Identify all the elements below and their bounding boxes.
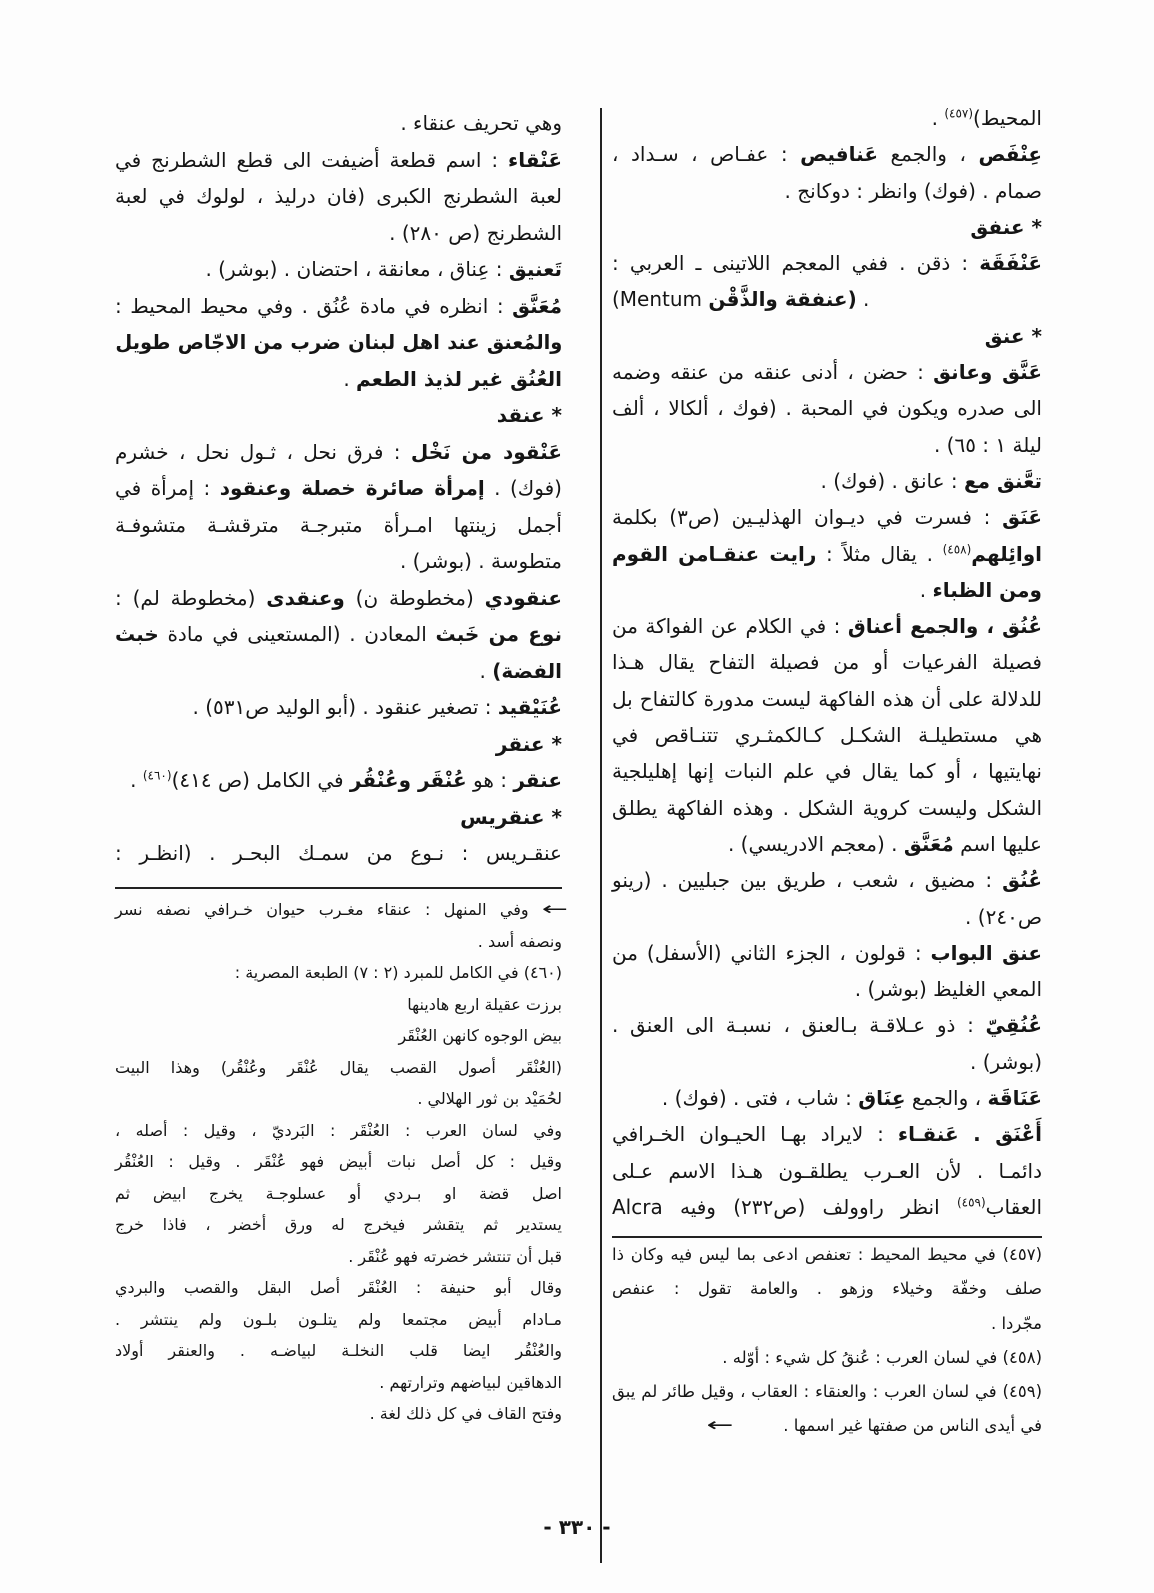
footnote-line xyxy=(612,1307,1042,1341)
bold-term: * عنقريس xyxy=(460,804,562,829)
right-footnotes xyxy=(612,1238,1042,1444)
bold-term: عنفقة والذَّقْن) xyxy=(708,287,857,312)
entry-line xyxy=(612,427,1042,463)
text-run: في أيدى الناس من صفتها غير اسمها . xyxy=(783,1416,1042,1436)
entry-line xyxy=(612,1044,1042,1080)
bold-term: عِنَاق xyxy=(858,1086,906,1111)
text-run: يستدير ثم يتقشر فيخرج له ورق أخضر ، فاذا خرج xyxy=(115,1215,562,1234)
text-run: متطوسة . (بوشر) . xyxy=(399,549,562,573)
bold-term: تَعنيق xyxy=(508,257,562,281)
text-run: : حضن ، أدنى عنقه من عنقه وضمه xyxy=(612,360,934,385)
text-run: (بوشر) . xyxy=(969,1049,1042,1074)
entry-line xyxy=(115,689,562,726)
text-run: (٤٦٠) في الكامل للمبرد (٢ : ٧) الطبعة المصرية : xyxy=(234,963,562,982)
text-run: صمام . (فوك) وانظر : دوكانج . xyxy=(784,178,1042,203)
entry-line xyxy=(612,753,1042,789)
entry-line xyxy=(612,1080,1042,1116)
left-footnotes xyxy=(115,894,568,1430)
bold-term: عُنُق ، والجمع أعناق xyxy=(847,614,1042,639)
bold-term: * عنق xyxy=(984,323,1042,348)
bold-term: عَنَاقَة xyxy=(987,1086,1042,1111)
left-footnote-separator xyxy=(115,887,562,889)
text-run: الشطرنج (ص ٢٨٠) . xyxy=(389,220,562,245)
text-run: صلف وخفّة وخيلاء وزهو . والعامة تقول : عنفص xyxy=(612,1279,1042,1299)
bold-term: الفضة) xyxy=(492,658,562,683)
entry-line xyxy=(612,1007,1042,1043)
footnote-line xyxy=(115,1020,562,1052)
text-run: : انظره في مادة عُنُق . وفي محيط المحيط : xyxy=(115,293,513,318)
entry-line xyxy=(115,726,562,763)
page-number: - ٣٣٠ - xyxy=(543,1515,611,1539)
entry-line xyxy=(612,499,1042,535)
footnote-ref: (٤٥٩) xyxy=(956,1195,986,1210)
footnote-line xyxy=(612,1238,1042,1272)
entry-line xyxy=(612,826,1042,862)
bold-term: اوائِلهم xyxy=(971,541,1042,566)
left-column xyxy=(115,105,562,872)
text-run: ، والجمع xyxy=(905,1086,988,1111)
text-run: لعبة الشطرنج الكبرى (فان درليذ ، لولوك في لعبة xyxy=(115,184,562,208)
bold-term: نوع من خَبث xyxy=(435,622,562,646)
entry-line xyxy=(612,681,1042,717)
entry-line xyxy=(612,281,1042,317)
text-run: . xyxy=(919,577,933,602)
footnote-line xyxy=(115,1272,562,1304)
footnote-line xyxy=(115,1052,562,1084)
text-run: : في الكلام عن الفواكة من xyxy=(612,614,848,639)
entry-line xyxy=(115,543,562,580)
text-run: قبل أن تنتشر خضرته فهو عُنْقَر . xyxy=(348,1246,562,1266)
text-run: (مخطوطة ن) xyxy=(344,585,485,610)
entry-line xyxy=(115,142,562,179)
text-run: المعي الغليظ (بوشر) . xyxy=(854,977,1042,1002)
bold-term: عَنْقود من نَخْل xyxy=(410,439,563,464)
text-run: (مخطوطة لم) : xyxy=(115,585,267,610)
footnote-line xyxy=(115,926,562,958)
text-run: (العُنْقَر أصول القصب يقال عُنْقَر وعُنْقُر) وهذا البيت xyxy=(115,1057,562,1077)
text-run: : شاب ، فتى . (فوك) . xyxy=(661,1086,859,1111)
text-run: هي مستطيلـة الشكـل كـالكمثـري تتنـاقص في xyxy=(612,723,1042,748)
text-run: (٤٥٩) في لسان العرب : والعنقاء : العقاب ، وقيل طائر لم يبق xyxy=(612,1382,1042,1402)
entry-line xyxy=(612,899,1042,935)
entry-line xyxy=(115,251,562,288)
text-run: مجّردا . xyxy=(990,1313,1042,1333)
footnote-line xyxy=(612,1272,1042,1306)
text-run: : مضيق ، شعب ، طريق بين جبليين . (رينو xyxy=(612,868,1003,893)
bold-term: خبث xyxy=(115,622,159,646)
bold-term: عَنْفَقَة xyxy=(979,251,1042,276)
entry-line xyxy=(115,762,562,799)
bold-term: عَنَّق وعانق xyxy=(933,360,1042,385)
bold-term: عنقودي xyxy=(484,585,562,610)
text-run: انظر راوولف (ص٢٣٢) وفيه Alcra xyxy=(612,1194,957,1219)
text-run: (فوك) . xyxy=(484,476,562,500)
text-run: (٤٥٧) في محيط المحيط : تعنفص ادعى بما ليس فيه وكان ذا xyxy=(612,1245,1042,1264)
text-run: ونصفه أسد . xyxy=(477,931,562,951)
bold-term: إمرأة صائرة خصلة وعنقود xyxy=(219,476,485,500)
bold-term: رايت عنقـامن القوم xyxy=(612,541,817,566)
footnote-line xyxy=(115,957,562,989)
entry-line xyxy=(115,799,562,836)
text-run: (٤٥٨) في لسان العرب : عُنقُ كل شيء : أوّله . xyxy=(722,1347,1042,1367)
footnote-line xyxy=(115,1398,562,1430)
footnote-ref: (٤٥٨) xyxy=(942,541,972,556)
entry-line xyxy=(612,1189,1042,1225)
bold-term: العُنُق غير لذيذ الطعم xyxy=(356,366,562,391)
text-run: الى صدره ويكون في المحبة . (فوك ، ألكالا ، ألف xyxy=(612,396,1042,421)
footnote-line xyxy=(115,1241,562,1273)
bold-term: عُنُق xyxy=(1002,868,1042,893)
text-run: المعادن . (المستعينى في مادة xyxy=(158,622,436,646)
text-run: : عفـاص ، سـداد ، xyxy=(612,142,801,167)
bold-term: مُعَنَّق xyxy=(903,831,954,856)
text-run: لحُمَيْد بن ثور الهلالي . xyxy=(417,1089,562,1108)
bold-term: عُنْقَر وعُنْقُر xyxy=(349,768,467,792)
bold-term: وعنقدى xyxy=(266,585,345,610)
bold-term: ومن الظباء xyxy=(932,577,1042,602)
text-run: . xyxy=(479,658,493,683)
entry-line xyxy=(612,1153,1042,1189)
text-run: : فرق نحل ، ثـول نحل ، خشرم xyxy=(115,439,411,464)
text-run: (Mentum xyxy=(612,287,709,312)
entry-line xyxy=(115,507,562,544)
text-run: للدلالة على أن هذه الفاكهة ليست مدورة كالتفاح بل xyxy=(612,686,1042,711)
footnote-line: ←وفي المنهل : عنقاء مغـرب حيوان خـرافي نصفه نسر xyxy=(115,899,568,920)
footnote-ref: (٤٦٠) xyxy=(142,768,172,783)
entry-line xyxy=(612,209,1042,245)
entry-line xyxy=(612,354,1042,390)
footnote-line xyxy=(612,1375,1042,1409)
text-run: : قولون ، الجزء الثاني (الأسفل) من xyxy=(612,940,931,965)
footnote-line xyxy=(612,1341,1042,1375)
bold-term: عَنَق xyxy=(1002,505,1042,530)
footnote-line xyxy=(115,1304,562,1336)
text-run: فصيلة الفرعيات أو من فصيلة التفاح يقال هـذا xyxy=(612,650,1042,675)
bold-term: عنق البواب xyxy=(930,940,1042,965)
text-run: المحيط) xyxy=(973,106,1042,130)
text-run: . xyxy=(343,366,357,391)
text-run: : لايراد بهـا الحيـوان الخـرافي xyxy=(612,1122,898,1147)
text-run: ليلة ١ : ٦٥) . xyxy=(933,432,1042,457)
entry-line xyxy=(612,318,1042,354)
text-run: نهايتيها ، أو كما يقال في علم النبات إنها إهليلجية xyxy=(612,759,1042,784)
text-run: الدهاقين لبياضهم وترارتهم . xyxy=(379,1372,562,1392)
text-run: عليها اسم xyxy=(953,831,1042,856)
text-run: . xyxy=(931,106,945,130)
bold-term: عنقر xyxy=(513,768,562,792)
entry-line xyxy=(115,616,562,653)
text-run: . xyxy=(856,287,870,312)
entry-line xyxy=(115,324,562,361)
entry-line xyxy=(115,178,562,215)
bold-term: تعَّنق مع xyxy=(964,468,1042,493)
footnote-line xyxy=(115,1209,562,1241)
text-run: في الكامل (ص ٤١٤) xyxy=(171,768,350,792)
entry-line xyxy=(115,397,562,434)
entry-line xyxy=(612,463,1042,499)
entry-line xyxy=(612,572,1042,608)
right-column xyxy=(612,100,1042,1225)
footnote-line: في أيدى الناس من صفتها غير اسمها .← xyxy=(706,1414,1042,1437)
entry-line xyxy=(612,1116,1042,1152)
entry-line xyxy=(115,653,562,690)
text-run: وفتح القاف في كل ذلك لغة . xyxy=(369,1404,562,1423)
bold-term: عَنافيص xyxy=(800,142,878,167)
text-run: وقال أبو حنيفة : العُنْقَر أصل البقل والقصب والبردي xyxy=(115,1278,562,1297)
entry-line xyxy=(115,434,562,471)
bold-term: * عنقد xyxy=(496,403,562,427)
bold-term: عُنَيْقيد xyxy=(497,695,562,719)
footnote-line xyxy=(115,1115,562,1147)
entry-line xyxy=(115,105,562,142)
text-run: : اسم قطعة أضيفت الى قطع الشطرنج في xyxy=(115,147,509,172)
text-run: ، والجمع xyxy=(878,142,979,167)
bold-term: عِنْفَص xyxy=(978,142,1043,167)
footnote-line xyxy=(115,1178,562,1210)
text-run: : ذقن . ففي المعجم اللاتينى ـ العربي : xyxy=(612,251,980,276)
entry-line xyxy=(115,288,562,325)
text-run: الشكل وليست كروية الشكل . وهذه الفاكهة يطلق xyxy=(612,795,1042,820)
entry-line xyxy=(612,862,1042,898)
entry-line xyxy=(612,971,1042,1007)
entry-line xyxy=(115,470,562,507)
footnote-line xyxy=(115,989,562,1021)
footnote-line xyxy=(115,1146,562,1178)
text-run: : فسرت في ديـوان الهذليـين (ص٣) بكلمة xyxy=(612,505,1003,530)
footnote-line xyxy=(115,1335,562,1367)
bold-term: عَنْقاء xyxy=(508,147,562,172)
text-run: بيض الوجوه كانهن العُنْقَر xyxy=(398,1026,562,1045)
text-run: وهي تحريف عنقاء . xyxy=(400,111,562,135)
bold-term: أَعْنَق . عَنقـاء xyxy=(897,1122,1042,1147)
entry-line xyxy=(612,245,1042,281)
entry-line xyxy=(115,580,562,617)
text-run: والعُنْقُر ايضا قلب النخلـة لبياضـه . والعنقر أولاد xyxy=(115,1341,562,1360)
footnote-ref: (٤٥٧) xyxy=(944,106,974,121)
entry-line xyxy=(612,173,1042,209)
text-run: أجمل زينتها امـرأة متبرجـة مترقشـة متشوفـة xyxy=(115,512,562,537)
entry-line xyxy=(612,536,1042,572)
text-run: : إمرأة في xyxy=(115,476,220,500)
text-run: : ذو عـلاقـة بـالعنق ، نسبـة الى العنق . xyxy=(612,1013,986,1038)
bold-term: * عنقر xyxy=(495,731,562,756)
text-run: العقاب xyxy=(985,1194,1042,1219)
entry-line xyxy=(115,835,562,872)
entry-line xyxy=(612,644,1042,680)
entry-line xyxy=(612,608,1042,644)
bold-term: مُعَنَّق xyxy=(512,293,562,318)
text-run: مـادام أبيض مجتمعا ولم يتلـون بلـون ولم ينتشر . xyxy=(115,1309,562,1329)
text-run: وفي لسان العرب : العُنْقَر : البَرديّ ، وقيل : أصله ، xyxy=(115,1120,562,1140)
entry-line xyxy=(115,361,562,398)
entry-line xyxy=(612,390,1042,426)
text-run: ص٢٤٠) . xyxy=(965,904,1042,929)
text-run: . xyxy=(130,768,143,792)
entry-line xyxy=(612,935,1042,971)
entry-line xyxy=(115,215,562,252)
entry-line xyxy=(612,790,1042,826)
entry-line xyxy=(612,100,1042,136)
text-run: : عانق . (فوك) . xyxy=(820,468,964,493)
text-run: : تصغير عنقود . (أبو الوليد ص٥٣١) . xyxy=(192,695,498,719)
column-divider xyxy=(600,108,602,1563)
text-run: وفي المنهل : عنقاء مغـرب حيوان خـرافي نصفه نسر xyxy=(115,900,529,919)
bold-term: عُنُقِيّ xyxy=(985,1013,1042,1038)
entry-line xyxy=(612,136,1042,172)
text-run: دائمـا . لأن العـرب يطلقـون هـذا الاسم عـلى xyxy=(612,1158,1042,1183)
footnote-line xyxy=(115,1083,562,1115)
text-run: . (معجم الادريسي) . xyxy=(727,831,904,856)
text-run: وقيل : كل أصل نبات أبيض فهو عُنْقَر . وقيل : العُنْقُر xyxy=(115,1152,562,1171)
entry-line xyxy=(612,717,1042,753)
text-run: : عِناق ، معانقة ، احتضان . (بوشر) . xyxy=(205,257,509,281)
text-run: اصل قضة او بـردي أو عسلوجـة يخرج ابيض ثم xyxy=(115,1183,562,1203)
text-run: برزت عقيلة اربع هادينها xyxy=(407,994,562,1014)
text-run: . يقال مثلاً : xyxy=(816,541,943,566)
text-run: عنقـريس : نـوع من سمـك البحـر . (انظـر : xyxy=(115,841,562,865)
bold-term: * عنفق xyxy=(970,214,1042,239)
footnote-line xyxy=(115,1367,562,1399)
bold-term: والمُعنق عند اهل لبنان ضرب من الاجّاص طويل xyxy=(115,330,562,354)
text-run: : هو xyxy=(466,768,514,792)
